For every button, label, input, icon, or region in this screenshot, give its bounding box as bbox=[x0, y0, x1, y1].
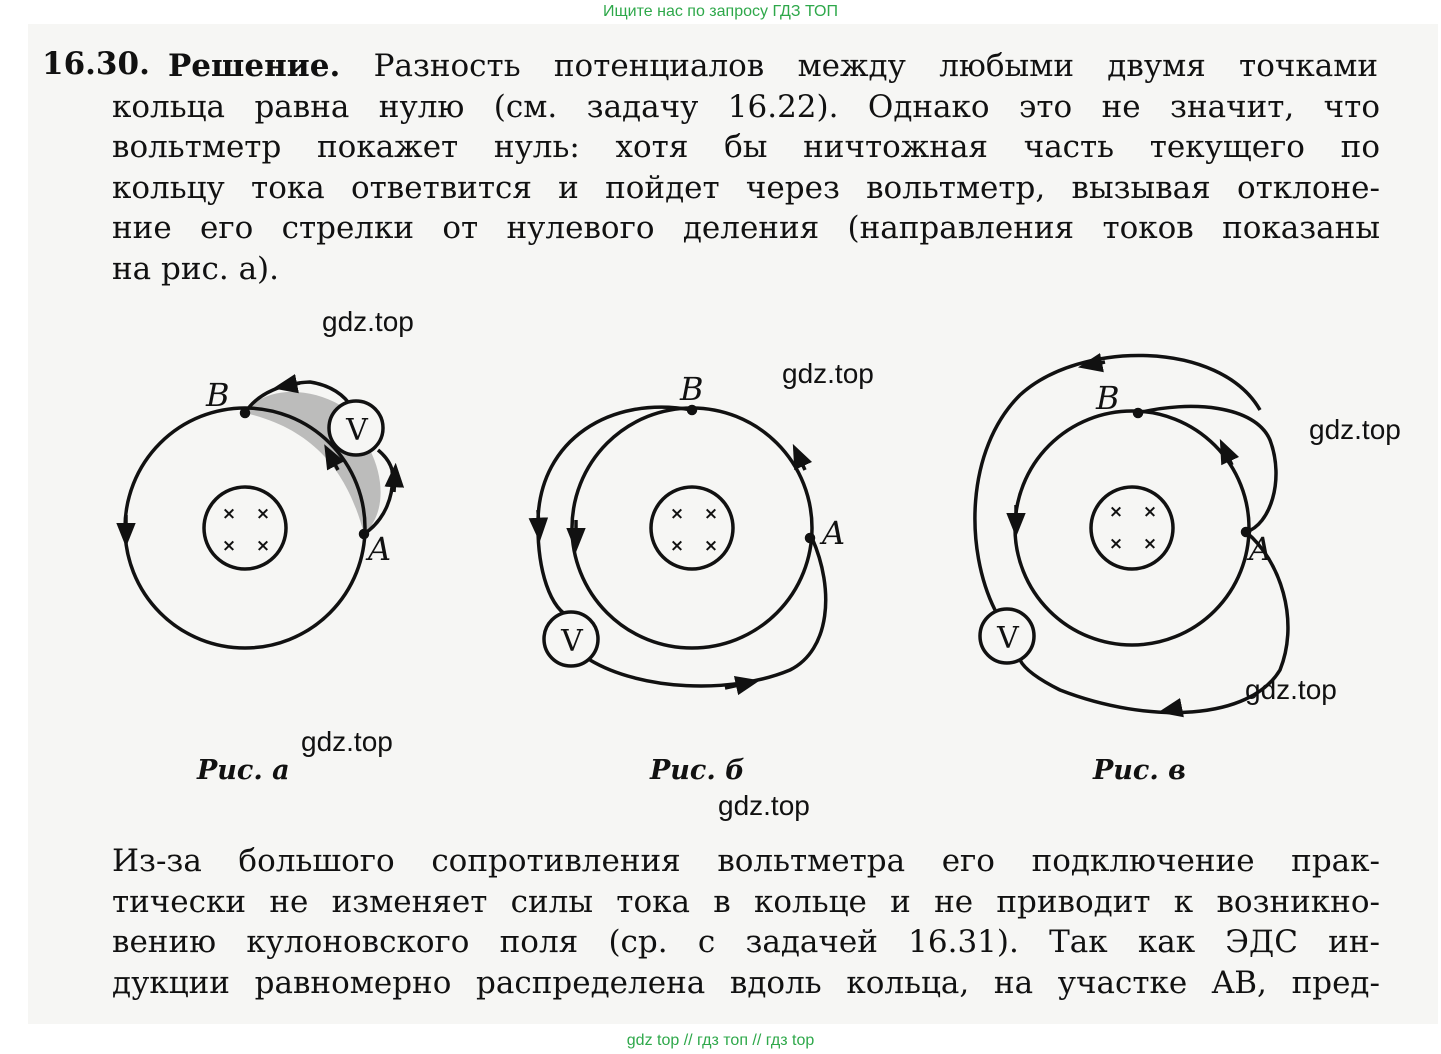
text-line: ние его стрелки от нулевого деления (направления токов показаны bbox=[112, 210, 1380, 246]
footer-links[interactable]: gdz top // гдз топ // гдз top bbox=[626, 1032, 815, 1049]
caption-fig-c: Рис. в bbox=[1093, 755, 1186, 786]
fig-b-core bbox=[651, 487, 733, 569]
fig-c-point-b bbox=[1135, 410, 1142, 417]
fig-c-label-a: A bbox=[1249, 530, 1273, 568]
text-line: Из-за большого сопротивления вольтметра его подключение прак- bbox=[112, 843, 1380, 879]
fig-c-flux-3: × bbox=[1108, 534, 1124, 554]
fig-a-core bbox=[204, 487, 286, 569]
text-line: вольтметр покажет нуль: хотя бы ничтожная часть текущего по bbox=[112, 129, 1380, 165]
fig-c-arrow-bottom bbox=[1170, 708, 1180, 710]
watermark: gdz.top bbox=[322, 306, 414, 337]
fig-a-flux-4: × bbox=[255, 536, 271, 556]
fig-b-label-a: A bbox=[822, 514, 846, 552]
figure-c bbox=[975, 355, 1288, 712]
fig-c-core bbox=[1091, 487, 1173, 569]
fig-b-outer-bottom bbox=[590, 538, 826, 686]
text-line: тически не изменяет силы тока в кольце и не приводит к возникно- bbox=[112, 883, 1380, 920]
fig-a-point-b bbox=[242, 410, 249, 417]
fig-a-flux-2: × bbox=[255, 504, 271, 524]
watermark: gdz.top bbox=[1309, 414, 1401, 445]
top-banner[interactable]: Ищите нас по запросу ГДЗ ТОП bbox=[603, 3, 838, 20]
fig-a-ring bbox=[125, 408, 365, 648]
fig-b-ring bbox=[572, 408, 812, 648]
fig-c-voltmeter-label: V bbox=[997, 621, 1019, 656]
fig-a-flux-3: × bbox=[221, 536, 237, 556]
watermark: gdz.top bbox=[718, 790, 810, 821]
fig-c-ring bbox=[1015, 411, 1249, 645]
fig-b-voltmeter-label: V bbox=[561, 624, 583, 659]
problem-number: 16.30. bbox=[42, 46, 150, 82]
text-line: дукции равномерно распределена вдоль кольца, на участке AB, пред- bbox=[112, 964, 1380, 1001]
fig-b-flux-4: × bbox=[703, 536, 719, 556]
fig-b-flux-3: × bbox=[669, 536, 685, 556]
text-line: кольцу тока ответвится и пойдет через вольтметр, вызывая отклоне- bbox=[112, 169, 1380, 206]
watermark: gdz.top bbox=[1245, 674, 1337, 705]
text-line: на рис. а). bbox=[112, 250, 280, 287]
fig-a-voltmeter-label: V bbox=[346, 413, 368, 448]
fig-b-arrow-left bbox=[538, 510, 539, 530]
fig-c-label-b: B bbox=[1096, 379, 1120, 417]
fig-c-flux-4: × bbox=[1142, 534, 1158, 554]
explanation-paragraph bbox=[112, 841, 1380, 1003]
fig-a-label-b: B bbox=[206, 376, 230, 414]
fig-b-flux-2: × bbox=[703, 504, 719, 524]
caption-fig-b: Рис. б bbox=[650, 755, 745, 786]
fig-c-flux-1: × bbox=[1108, 502, 1124, 522]
fig-b-flux-1: × bbox=[669, 504, 685, 524]
fig-b-arrow-inner-right bbox=[798, 455, 805, 470]
fig-a-label-a: A bbox=[368, 530, 392, 568]
caption-fig-a: Рис. а bbox=[197, 755, 290, 786]
watermark: gdz.top bbox=[301, 726, 393, 757]
text-line: кольца равна нулю (см. задачу 16.22). Однако это не значит, что bbox=[112, 88, 1380, 125]
fig-a-point-a bbox=[361, 531, 368, 538]
fig-c-flux-2: × bbox=[1142, 502, 1158, 522]
fig-a-flux-1: × bbox=[221, 504, 237, 524]
watermark: gdz.top bbox=[782, 358, 874, 389]
solution-heading: Решение. bbox=[168, 48, 341, 84]
text-line: вению кулоновского поля (ср. с задачей 16.31). Так как ЭДС ин- bbox=[112, 924, 1380, 960]
fig-b-label-b: B bbox=[680, 370, 704, 408]
fig-b-point-a bbox=[807, 535, 814, 542]
text-line: Решение. Разность потенциалов между любыми двумя точками bbox=[168, 48, 1379, 84]
fig-c-arrow-top bbox=[1090, 362, 1105, 365]
fig-a-arrow-right bbox=[394, 475, 395, 492]
